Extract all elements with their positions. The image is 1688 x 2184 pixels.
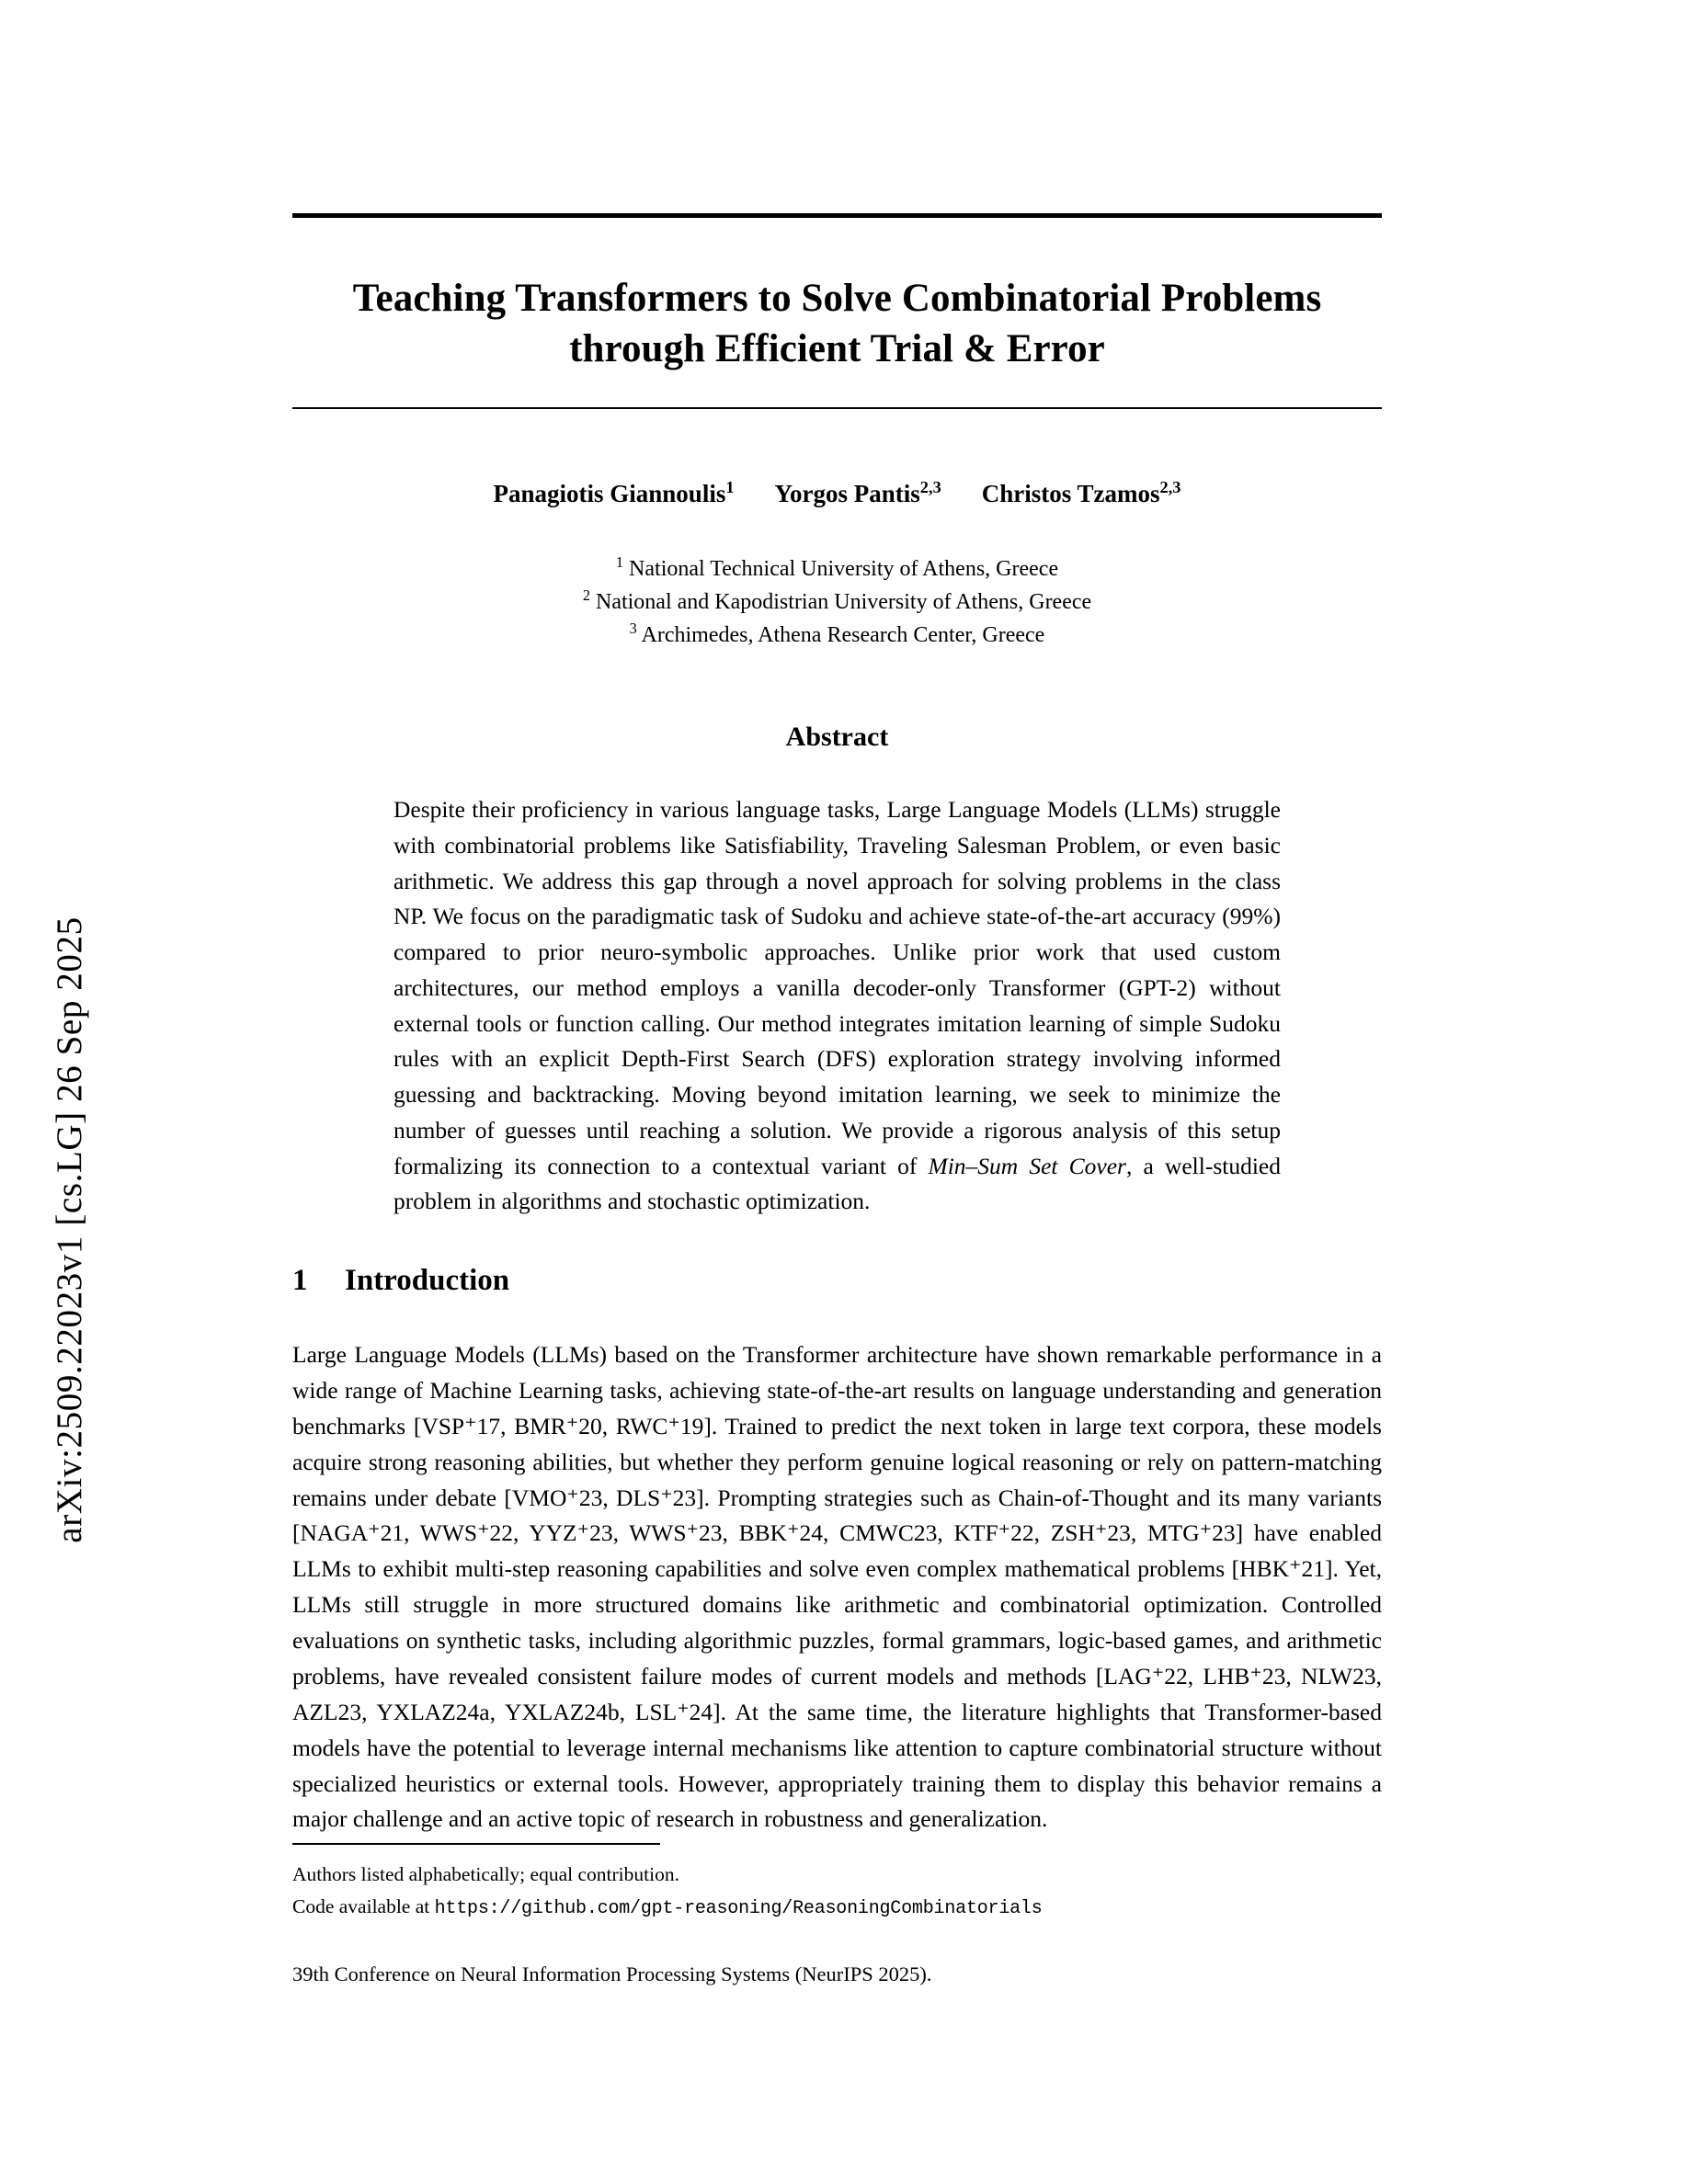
- arxiv-stamp-text: arXiv:2509.22023v1 [cs.LG] 26 Sep 2025: [49, 916, 89, 1543]
- paper-page: [292, 0, 1382, 2184]
- footnote-code-prefix: Code available at: [292, 1894, 435, 1917]
- author-entry: [775, 480, 941, 507]
- section-title: Introduction: [345, 1264, 510, 1297]
- author-affil-marks: 2,3: [919, 478, 941, 496]
- abstract-part-2: , a well-studied problem in algorithms and stochastic optimization.: [393, 1152, 1282, 1215]
- title-rule-bottom: [292, 407, 1382, 409]
- abstract-italic-term: Min–Sum Set Cover: [928, 1152, 1126, 1179]
- affiliation-mark: 3: [629, 620, 637, 638]
- author-name: Yorgos Pantis: [774, 480, 920, 507]
- affiliation-text: Archimedes, Athena Research Center, Greece: [641, 623, 1045, 648]
- author-entry: [494, 480, 735, 507]
- author-name: Christos Tzamos: [981, 480, 1160, 507]
- author-affil-marks: 2,3: [1159, 478, 1181, 496]
- abstract-heading: Abstract: [785, 722, 889, 752]
- author-affil-marks: 1: [725, 478, 735, 496]
- author-list: [292, 478, 1382, 508]
- section-number: 1: [292, 1264, 308, 1297]
- abstract-part-1: Despite their proficiency in various language tasks, Large Language Models (LLMs) struggle with combinatorial problems like Satisfiability, Traveling Salesman Problem, or even basic arithmetic. We address this gap through a novel approach for solving problems in the class NP. We focus on the paradigmatic task of Sudoku and achieve state-of-the-art accuracy (99%) compared to prior neuro-symbolic approaches. Unlike prior work that used custom architectures, our method employs a vanilla decoder-only Transformer (GPT-2) without external tools or function calling. Our method integrates imitation learning of simple Sudoku rules with an explicit Depth-First Search (DFS) exploration strategy involving informed guessing and backtracking. Moving beyond imitation learning, we seek to minimize the number of guesses until reaching a solution. We provide a rigorous analysis of this setup formalizing its connection to a contextual variant of: [393, 796, 1281, 1179]
- affiliation-text: National and Kapodistrian University of Athens, Greece: [595, 590, 1092, 615]
- footnote-separator: [292, 1843, 660, 1845]
- abstract-text: [393, 792, 1281, 1220]
- affiliation-item: [292, 618, 1382, 651]
- affiliation-item: [292, 552, 1382, 585]
- affiliation-item: [292, 585, 1382, 618]
- affiliation-mark: 2: [582, 586, 590, 605]
- code-repository-link[interactable]: https://github.com/gpt-reasoning/ReasoningCombinatorials: [434, 1897, 1043, 1919]
- arxiv-identifier-stamp: [0, 0, 138, 2184]
- title-rule-top: [292, 213, 1382, 218]
- author-name: Panagiotis Giannoulis: [493, 480, 726, 507]
- affiliation-mark: 1: [615, 553, 624, 571]
- section-heading-introduction: [292, 1264, 1382, 1298]
- affiliation-list: [292, 552, 1382, 651]
- footnote-authorship: Authors listed alphabetically; equal contribution.: [292, 1863, 679, 1885]
- footnote-code: [292, 1891, 1382, 1924]
- introduction-paragraph: Large Language Models (LLMs) based on the Transformer architecture have shown remarkable performance in a wide range of Machine Learning tasks, achieving state-of-the-art results on language understanding and generation benchmarks [VSP⁺17, BMR⁺20, RWC⁺19]. Trained to predict the next token in large text corpora, these models acquire strong reasoning abilities, but whether they perform genuine logical reasoning or rely on pattern-matching remains under debate [VMO⁺23, DLS⁺23]. Prompting strategies such as Chain-of-Thought and its many variants [NAGA⁺21, WWS⁺22, YYZ⁺23, WWS⁺23, BBK⁺24, CMWC23, KTF⁺22, ZSH⁺23, MTG⁺23] have enabled LLMs to exhibit multi-step reasoning capabilities and solve even complex mathematical problems [HBK⁺21]. Yet, LLMs still struggle in more structured domains like arithmetic and combinatorial optimization. Controlled evaluations on synthetic tasks, including algorithmic puzzles, formal grammars, logic-based games, and arithmetic problems, have revealed consistent failure modes of current models and methods [LAG⁺22, LHB⁺23, NLW23, AZL23, YXLAZ24a, YXLAZ24b, LSL⁺24]. At the same time, the literature highlights that Transformer-based models have the potential to leverage internal mechanisms like attention to capture combinatorial structure without specialized heuristics or external tools. However, appropriately training them to display this behavior remains a major challenge and an active topic of research in robustness and generalization.: [292, 1341, 1382, 1833]
- footnote-block: [292, 1859, 1382, 1924]
- author-entry: [982, 480, 1181, 507]
- venue-line: 39th Conference on Neural Information Processing Systems (NeurIPS 2025).: [292, 1962, 932, 1985]
- affiliation-text: National Technical University of Athens, Greece: [629, 557, 1059, 581]
- page-title: Teaching Transformers to Solve Combinatorial Problems through Efficient Trial & Error: [352, 276, 1322, 370]
